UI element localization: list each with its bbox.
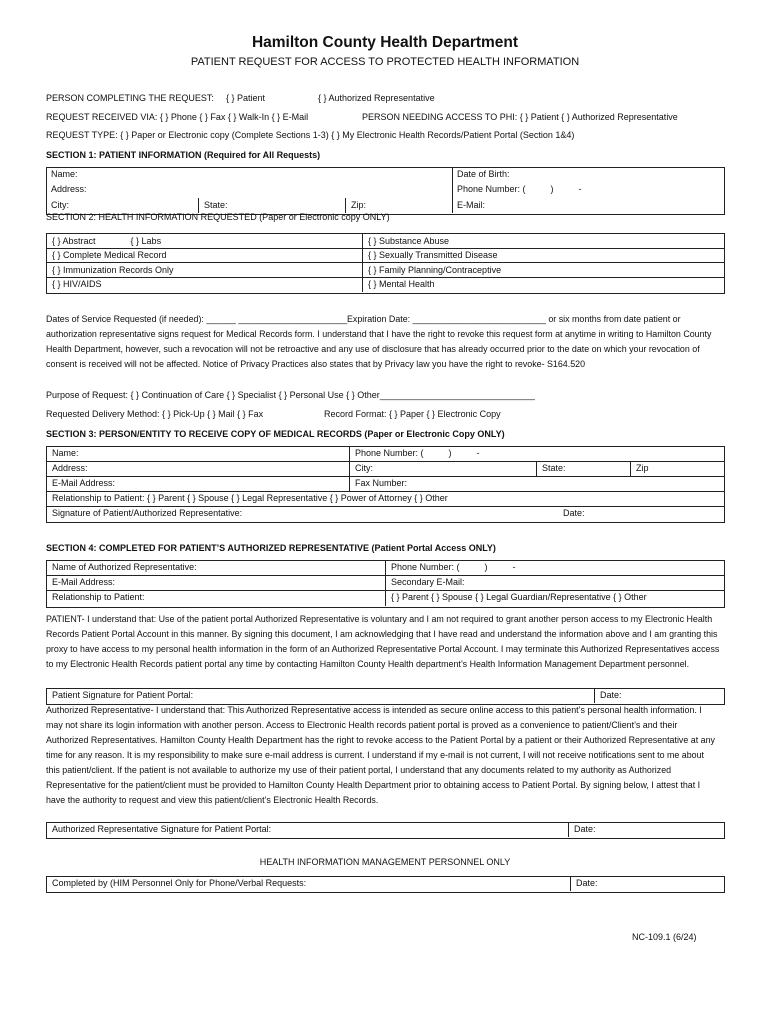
rep-signature-date-field[interactable]: Date: <box>574 824 596 834</box>
rep-relationship-label: Relationship to Patient: <box>52 592 145 602</box>
person-completing-label: PERSON COMPLETING THE REQUEST: <box>46 93 214 103</box>
patient-acknowledgement-paragraph: PATIENT- I understand that: Use of the patient portal Authorized Representative is voluntary and I am not required to grant another person access to my Electronic Health Records Patient Portal Account in this manner. By signing this document, I am acknowledging that I have read and understand the information above and I am granting this proxy to have access to my personal health information in the form of an Authorized Representative Portal Account. I may terminate this Authorized Representatives access to my Electronic Health Records patient portal any time by contacting Hamilton County Health department’s Health Information Management Department personnel. <box>46 614 720 669</box>
section1-divider <box>452 167 453 213</box>
recipient-address-field[interactable]: Address: <box>52 463 88 473</box>
record-format[interactable]: Record Format: { } Paper { } Electronic Copy <box>324 409 501 419</box>
form-number: NC-109.1 (6/24) <box>632 932 697 942</box>
section1-table <box>46 167 725 215</box>
him-divider <box>570 876 571 891</box>
info-option[interactable]: { } HIV/AIDS <box>52 279 102 289</box>
info-option[interactable]: { } Sexually Transmitted Disease <box>368 250 498 260</box>
recipient-email-field[interactable]: E-Mail Address: <box>52 478 116 488</box>
person-completing-patient-option[interactable]: { } Patient <box>226 93 266 103</box>
rep-secondary-email-field[interactable]: Secondary E-Mail: <box>391 577 465 587</box>
patient-signature-divider <box>594 688 595 703</box>
patient-dob-field[interactable]: Date of Birth: <box>457 169 510 179</box>
section4-divider <box>385 560 386 606</box>
recipient-date-field[interactable]: Date: <box>563 508 585 518</box>
info-option[interactable]: { } Substance Abuse <box>368 236 450 246</box>
person-completing-rep-option[interactable]: { } Authorized Representative <box>318 93 435 103</box>
rep-email-field[interactable]: E-Mail Address: <box>52 577 116 587</box>
rep-acknowledgement-paragraph: Authorized Representative- I understand that: This Authorized Representative access is intended as secure online access to this patient’s personal health information. I may not share its login information with another person. Access to Electronic Health records patient portal is proved as a convenience to patient/Client’s and their Authorized Representatives. Hamilton County Health Department has the right to revoke access to the Patient Portal by a patient or their Authorized Representative at any time for any reason. It is my responsibility to make sure e-mail address is current. I understand if my e-mail is not current, I will not receive notifications sent to me about this patient/client. If the patient is not available to authorize my use of their patient portal, I understand that any documents related to my authority as Authorized Representative for the patient/client must be provided to Hamilton County Health Department prior to obtaining access to Patient Portal. By signing below, I attest that I have the authority to request and view this patient/client’s Electronic Health Records. <box>46 705 715 805</box>
rep-phone-field[interactable]: Phone Number: ( ) - <box>391 562 516 572</box>
patient-signature-field[interactable]: Patient Signature for Patient Portal: <box>52 690 194 700</box>
recipient-state-field[interactable]: State: <box>542 463 566 473</box>
info-option[interactable]: { } Abstract { } Labs <box>52 236 162 246</box>
patient-address-field[interactable]: Address: <box>51 184 87 194</box>
recipient-fax-field[interactable]: Fax Number: <box>355 478 408 488</box>
info-option[interactable]: { } Immunization Records Only <box>52 265 174 275</box>
patient-city-field[interactable]: City: <box>51 200 69 210</box>
request-type[interactable]: REQUEST TYPE: { } Paper or Electronic copy (Complete Sections 1-3) { } My Electronic Health Records/Patient Portal (Section 1&4) <box>46 130 575 140</box>
person-needing-access[interactable]: PERSON NEEDING ACCESS TO PHI: { } Patient { } Authorized Representative <box>362 112 678 122</box>
section1-divider-zip <box>345 198 346 213</box>
rep-signature-field[interactable]: Authorized Representative Signature for Patient Portal: <box>52 824 272 834</box>
request-received-via[interactable]: REQUEST RECEIVED VIA: { } Phone { } Fax { } Walk-In { } E-Mail <box>46 112 309 122</box>
section3-divider <box>630 461 631 476</box>
patient-zip-field[interactable]: Zip: <box>351 200 367 210</box>
patient-phone-field[interactable]: Phone Number: ( ) - <box>457 184 582 194</box>
page-title: Hamilton County Health Department <box>251 34 519 51</box>
dates-of-service-paragraph: Dates of Service Requested (if needed): ______ ______________________Expiration Date: ___________________________ or six months from date patient or authorization representative signs request for Medical Records form. I understand that I have the right to revoke this request form at anytime in writing to Hamilton County Health Department, however, such a revocation will not be retroactive and any use of disclosure that has already occurred prior to the date on which your revocation of consent is received will not be affected. Notice of Privacy Practices also states that by Privacy law you have the right to revoke- S164.520 <box>46 314 712 369</box>
recipient-name-field[interactable]: Name: <box>52 448 79 458</box>
info-option[interactable]: { } Mental Health <box>368 279 435 289</box>
section4-heading: SECTION 4: COMPLETED FOR PATIENT’S AUTHORIZED REPRESENTATIVE (Patient Portal Access ONLY) <box>46 543 496 553</box>
info-option[interactable]: { } Family Planning/Contraceptive <box>368 265 502 275</box>
him-heading: HEALTH INFORMATION MANAGEMENT PERSONNEL ONLY <box>259 857 511 867</box>
purpose-of-request[interactable]: Purpose of Request: { } Continuation of Care { } Specialist { } Personal Use { } Other_______________________________ <box>46 390 535 400</box>
rep-relationship-options[interactable]: { } Parent { } Spouse { } Legal Guardian/Representative { } Other <box>391 592 647 602</box>
recipient-phone-field[interactable]: Phone Number: ( ) - <box>355 448 480 458</box>
rep-signature-divider <box>568 822 569 837</box>
section3-divider <box>536 461 537 476</box>
him-completed-by-field[interactable]: Completed by (HIM Personnel Only for Phone/Verbal Requests: <box>52 878 307 888</box>
recipient-zip-field[interactable]: Zip <box>636 463 649 473</box>
section1-divider-state <box>198 198 199 213</box>
page-subtitle: PATIENT REQUEST FOR ACCESS TO PROTECTED HEALTH INFORMATION <box>190 56 580 68</box>
section3-row-line <box>46 461 724 462</box>
section1-heading: SECTION 1: PATIENT INFORMATION (Required for All Requests) <box>46 150 321 160</box>
section2-heading: SECTION 2: HEALTH INFORMATION REQUESTED (Paper or Electronic copy ONLY) <box>46 212 390 222</box>
section3-divider <box>349 446 350 491</box>
patient-state-field[interactable]: State: <box>204 200 228 210</box>
patient-name-field[interactable]: Name: <box>51 169 78 179</box>
him-date-field[interactable]: Date: <box>576 878 598 888</box>
recipient-signature-field[interactable]: Signature of Patient/Authorized Representative: <box>52 508 243 518</box>
rep-name-field[interactable]: Name of Authorized Representative: <box>52 562 197 572</box>
section3-heading: SECTION 3: PERSON/ENTITY TO RECEIVE COPY OF MEDICAL RECORDS (Paper or Electronic Copy ONLY) <box>46 429 505 439</box>
info-option[interactable]: { } Complete Medical Record <box>52 250 167 260</box>
patient-signature-date-field[interactable]: Date: <box>600 690 622 700</box>
patient-email-field[interactable]: E-Mail: <box>457 200 486 210</box>
recipient-city-field[interactable]: City: <box>355 463 373 473</box>
recipient-relationship-field[interactable]: Relationship to Patient: { } Parent { } Spouse { } Legal Representative { } Power of Attorney { } Other <box>52 493 448 503</box>
delivery-method[interactable]: Requested Delivery Method: { } Pick-Up { } Mail { } Fax <box>46 409 264 419</box>
